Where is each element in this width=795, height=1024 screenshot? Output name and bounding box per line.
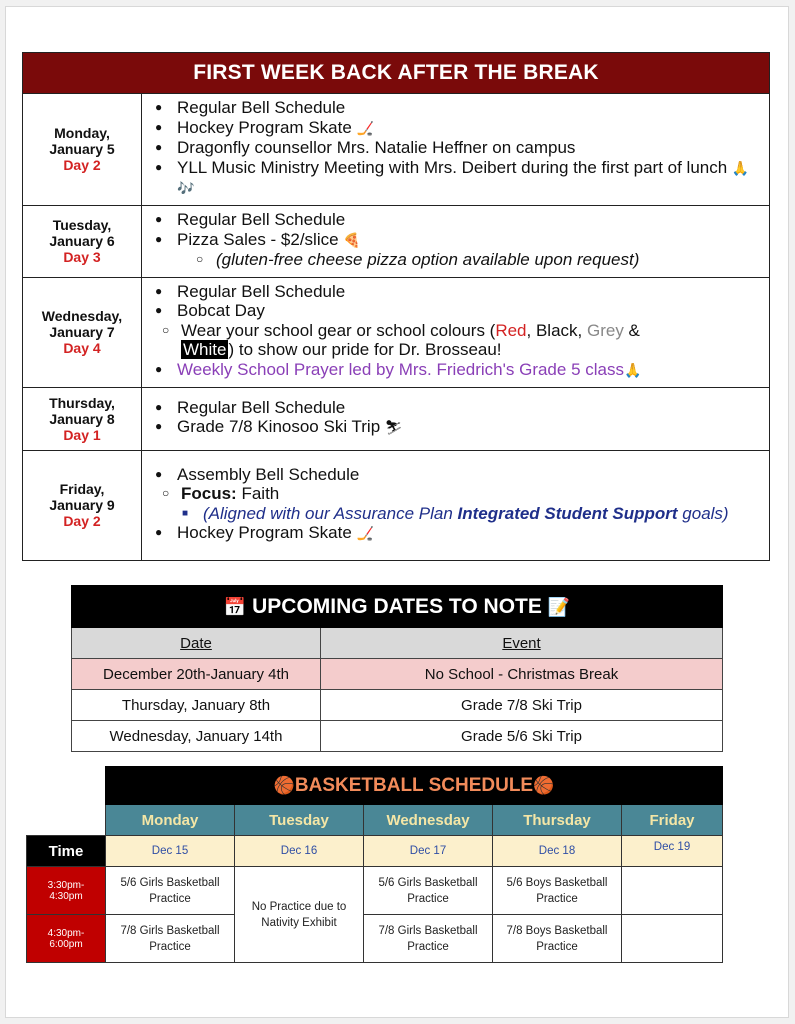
praying-hands-icon: 🙏 bbox=[731, 159, 750, 176]
weekday-header: Tuesday bbox=[235, 805, 364, 836]
practice-cell bbox=[622, 915, 723, 963]
list-item: ● Dragonfly counsellor Mrs. Natalie Heffner on campus bbox=[152, 138, 759, 158]
day-number: Day 4 bbox=[63, 340, 101, 356]
list-item: ● Grade 7/8 Kinosoo Ski Trip ⛷ bbox=[152, 417, 759, 438]
day-number: Day 2 bbox=[63, 157, 101, 174]
weekday-header: Monday bbox=[106, 805, 235, 836]
time-slot-1: 3:30pm- 4:30pm bbox=[27, 867, 106, 915]
time-slot-2: 4:30pm- 6:00pm bbox=[27, 915, 106, 963]
skier-icon: ⛷ bbox=[384, 419, 403, 435]
date-cell: Dec 15 bbox=[106, 836, 235, 867]
list-item: ○ Wear your school gear or school colours (Red, Black, Grey & White ) to show our pride for Dr. Brosseau! bbox=[152, 321, 759, 360]
weekday-header: Friday bbox=[622, 805, 723, 836]
practice-cell: 5/6 Girls Basketball Practice bbox=[364, 867, 493, 915]
column-header-date: Date bbox=[72, 628, 321, 659]
weekday-header: Wednesday bbox=[364, 805, 493, 836]
table-row: Thursday, January 8th Grade 7/8 Ski Trip bbox=[72, 690, 723, 721]
column-header-event: Event bbox=[321, 628, 723, 659]
hockey-stick-icon: 🏒 bbox=[356, 119, 374, 136]
date-cell: Dec 16 bbox=[235, 836, 364, 867]
list-item: ● Hockey Program Skate 🏒 bbox=[152, 523, 759, 544]
table-row: December 20th-January 4th No School - Christmas Break bbox=[72, 659, 723, 690]
list-item: ● Regular Bell Schedule bbox=[152, 398, 759, 418]
day-cell-monday: Monday, January 5 Day 2 bbox=[23, 94, 142, 206]
practice-cell bbox=[622, 867, 723, 915]
basketball-icon: 🏀 bbox=[273, 775, 295, 795]
events-monday bbox=[142, 94, 770, 206]
day-cell-tuesday: Tuesday, January 6 Day 3 bbox=[23, 205, 142, 277]
calendar-icon: 📅 bbox=[223, 596, 247, 617]
date-cell: Dec 17 bbox=[364, 836, 493, 867]
day-cell-friday: Friday, January 9 Day 2 bbox=[23, 450, 142, 560]
practice-cell: 7/8 Girls Basketball Practice bbox=[106, 915, 235, 963]
practice-cell: 5/6 Girls Basketball Practice bbox=[106, 867, 235, 915]
first-week-title: FIRST WEEK BACK AFTER THE BREAK bbox=[23, 53, 770, 94]
list-item: ● YLL Music Ministry Meeting with Mrs. Deibert during the first part of lunch 🙏🎶 bbox=[152, 158, 759, 199]
list-item: ● Assembly Bell Schedule bbox=[152, 465, 759, 485]
upcoming-dates-table bbox=[71, 585, 723, 752]
praying-hands-icon: 🙏 bbox=[623, 361, 642, 378]
hockey-stick-icon: 🏒 bbox=[356, 525, 374, 541]
events-thursday bbox=[142, 387, 770, 450]
list-item: ■ (Aligned with our Assurance Plan Integrated Student Support goals) bbox=[152, 504, 759, 524]
day-cell-wednesday: Wednesday, January 7 Day 4 bbox=[23, 277, 142, 387]
basketball-icon: 🏀 bbox=[533, 775, 555, 795]
weekday-header: Thursday bbox=[493, 805, 622, 836]
practice-cell: No Practice due to Nativity Exhibit bbox=[235, 867, 364, 963]
basketball-schedule-table bbox=[26, 766, 723, 963]
events-wednesday bbox=[142, 277, 770, 387]
memo-icon: 📝 bbox=[547, 596, 571, 617]
day-number: Day 1 bbox=[63, 426, 101, 443]
first-week-table bbox=[22, 52, 770, 561]
time-header: Time bbox=[27, 836, 106, 867]
date-cell: Dec 18 bbox=[493, 836, 622, 867]
table-row: Wednesday, January 14th Grade 5/6 Ski Trip bbox=[72, 721, 723, 752]
list-item: ● Regular Bell Schedule bbox=[152, 210, 759, 230]
list-item: ● Pizza Sales - $2/slice 🍕 bbox=[152, 230, 759, 251]
list-item: ○ (gluten-free cheese pizza option available upon request) bbox=[152, 250, 759, 270]
basketball-title: 🏀BASKETBALL SCHEDULE🏀 bbox=[106, 767, 723, 805]
practice-cell: 7/8 Girls Basketball Practice bbox=[364, 915, 493, 963]
list-item: ○ Focus: Faith bbox=[152, 484, 759, 504]
list-item: ● Bobcat Day bbox=[152, 301, 759, 321]
events-friday bbox=[142, 450, 770, 560]
date-cell: Dec 19 bbox=[622, 836, 723, 867]
practice-cell: 5/6 Boys Basketball Practice bbox=[493, 867, 622, 915]
pizza-icon: 🍕 bbox=[343, 231, 361, 248]
day-number: Day 2 bbox=[63, 513, 101, 529]
day-cell-thursday: Thursday, January 8 Day 1 bbox=[23, 387, 142, 450]
upcoming-title: 📅 UPCOMING DATES TO NOTE 📝 bbox=[72, 586, 723, 628]
music-notes-icon: 🎶 bbox=[177, 180, 195, 196]
list-item: ● Regular Bell Schedule bbox=[152, 282, 759, 302]
list-item: ● Hockey Program Skate 🏒 bbox=[152, 118, 759, 139]
list-item: ● Weekly School Prayer led by Mrs. Friedrich's Grade 5 class🙏 bbox=[152, 360, 759, 381]
day-number: Day 3 bbox=[63, 249, 101, 265]
practice-cell: 7/8 Boys Basketball Practice bbox=[493, 915, 622, 963]
events-tuesday bbox=[142, 205, 770, 277]
list-item: ● Regular Bell Schedule bbox=[152, 98, 759, 118]
